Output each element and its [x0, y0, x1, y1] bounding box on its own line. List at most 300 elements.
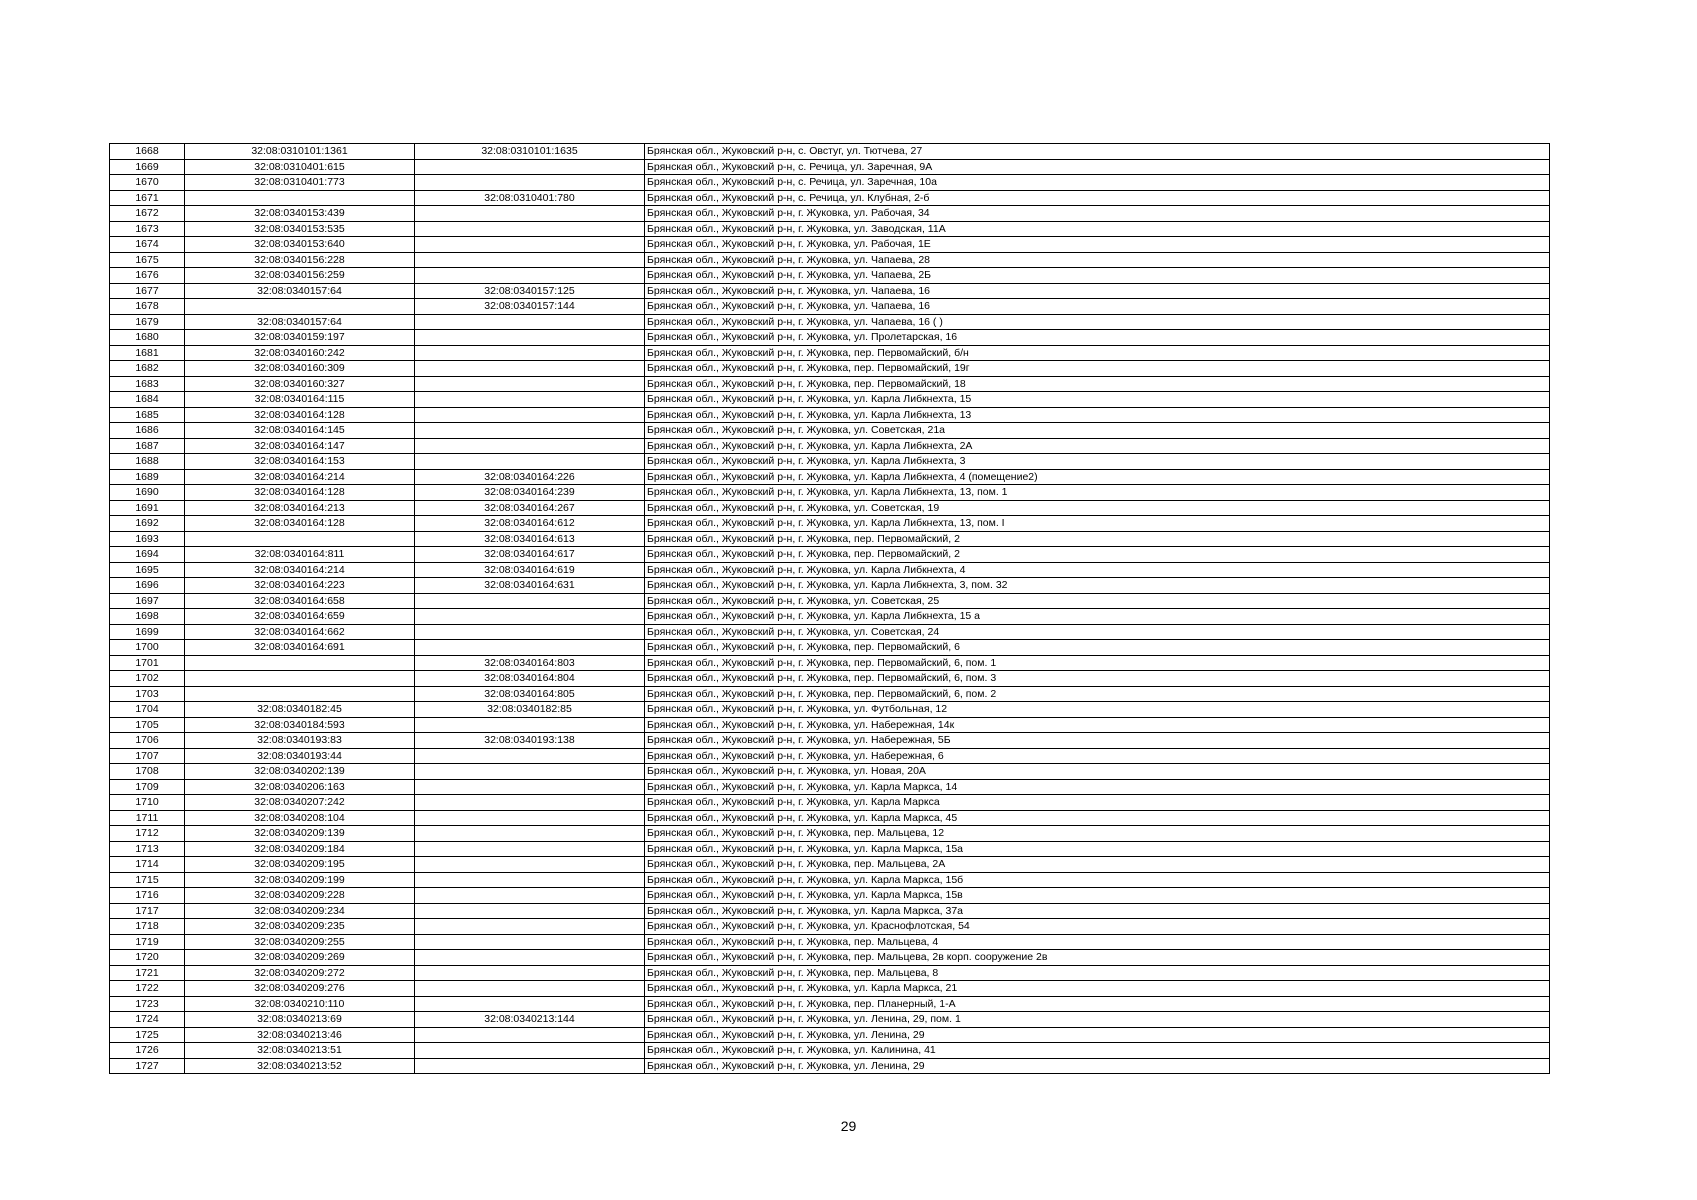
table-row	[110, 1027, 1550, 1043]
row-number-cell: 1668	[110, 144, 185, 160]
row-number-cell: 1675	[110, 252, 185, 268]
cadastral-number-cell: 32:08:0340156:228	[185, 252, 415, 268]
row-number-cell: 1710	[110, 795, 185, 811]
table-row	[110, 903, 1550, 919]
row-number-cell: 1723	[110, 996, 185, 1012]
related-cadastral-number-cell	[415, 175, 645, 191]
cadastral-number-cell: 32:08:0340164:128	[185, 407, 415, 423]
address-cell: Брянская обл., Жуковский р-н, с. Речица, ул. Клубная, 2-б	[645, 190, 1550, 206]
table-row	[110, 717, 1550, 733]
related-cadastral-number-cell	[415, 252, 645, 268]
cadastral-number-cell: 32:08:0340209:139	[185, 826, 415, 842]
related-cadastral-number-cell	[415, 795, 645, 811]
table-row	[110, 872, 1550, 888]
row-number-cell: 1688	[110, 454, 185, 470]
related-cadastral-number-cell	[415, 159, 645, 175]
related-cadastral-number-cell: 32:08:0340157:125	[415, 283, 645, 299]
related-cadastral-number-cell: 32:08:0340164:805	[415, 686, 645, 702]
address-cell: Брянская обл., Жуковский р-н, г. Жуковка, ул. Карла Либкнехта, 4 (помещение2)	[645, 469, 1550, 485]
related-cadastral-number-cell	[415, 376, 645, 392]
cadastral-number-cell	[185, 531, 415, 547]
related-cadastral-number-cell	[415, 888, 645, 904]
related-cadastral-number-cell	[415, 779, 645, 795]
row-number-cell: 1718	[110, 919, 185, 935]
related-cadastral-number-cell	[415, 857, 645, 873]
address-cell: Брянская обл., Жуковский р-н, г. Жуковка, ул. Чапаева, 16	[645, 283, 1550, 299]
page-number: 29	[840, 1118, 857, 1134]
address-cell: Брянская обл., Жуковский р-н, г. Жуковка, пер. Мальцева, 12	[645, 826, 1550, 842]
table-row	[110, 841, 1550, 857]
related-cadastral-number-cell	[415, 392, 645, 408]
table-row	[110, 810, 1550, 826]
address-cell: Брянская обл., Жуковский р-н, г. Жуковка, ул. Ленина, 29	[645, 1058, 1550, 1074]
table-row	[110, 454, 1550, 470]
cadastral-number-cell: 32:08:0340164:115	[185, 392, 415, 408]
row-number-cell: 1709	[110, 779, 185, 795]
table-row	[110, 686, 1550, 702]
cadastral-number-cell: 32:08:0340213:46	[185, 1027, 415, 1043]
table-row	[110, 655, 1550, 671]
table-row	[110, 190, 1550, 206]
table-row	[110, 423, 1550, 439]
related-cadastral-number-cell	[415, 1027, 645, 1043]
address-cell: Брянская обл., Жуковский р-н, г. Жуковка, ул. Карла Либкнехта, 2А	[645, 438, 1550, 454]
row-number-cell: 1694	[110, 547, 185, 563]
table-row	[110, 221, 1550, 237]
table-row	[110, 702, 1550, 718]
address-cell: Брянская обл., Жуковский р-н, г. Жуковка, ул. Карла Либкнехта, 13, пом. 1	[645, 485, 1550, 501]
cadastral-number-cell: 32:08:0340156:259	[185, 268, 415, 284]
table-row	[110, 314, 1550, 330]
table-row	[110, 764, 1550, 780]
cadastral-number-cell: 32:08:0340206:163	[185, 779, 415, 795]
address-cell: Брянская обл., Жуковский р-н, г. Жуковка, ул. Карла Либкнехта, 3, пом. 32	[645, 578, 1550, 594]
address-cell: Брянская обл., Жуковский р-н, с. Речица, ул. Заречная, 10а	[645, 175, 1550, 191]
address-cell: Брянская обл., Жуковский р-н, г. Жуковка, ул. Карла Маркса, 45	[645, 810, 1550, 826]
row-number-cell: 1683	[110, 376, 185, 392]
table-row	[110, 392, 1550, 408]
row-number-cell: 1706	[110, 733, 185, 749]
cadastral-number-cell: 32:08:0340213:52	[185, 1058, 415, 1074]
row-number-cell: 1699	[110, 624, 185, 640]
row-number-cell: 1716	[110, 888, 185, 904]
row-number-cell: 1703	[110, 686, 185, 702]
table-row	[110, 1043, 1550, 1059]
row-number-cell: 1679	[110, 314, 185, 330]
table-row	[110, 407, 1550, 423]
related-cadastral-number-cell	[415, 841, 645, 857]
row-number-cell: 1698	[110, 609, 185, 625]
cadastral-number-cell: 32:08:0340209:235	[185, 919, 415, 935]
row-number-cell: 1702	[110, 671, 185, 687]
table-row	[110, 888, 1550, 904]
row-number-cell: 1677	[110, 283, 185, 299]
related-cadastral-number-cell: 32:08:0340157:144	[415, 299, 645, 315]
related-cadastral-number-cell	[415, 919, 645, 935]
related-cadastral-number-cell	[415, 438, 645, 454]
related-cadastral-number-cell	[415, 810, 645, 826]
related-cadastral-number-cell	[415, 454, 645, 470]
related-cadastral-number-cell	[415, 206, 645, 222]
related-cadastral-number-cell	[415, 221, 645, 237]
row-number-cell: 1713	[110, 841, 185, 857]
registry-table-body	[110, 144, 1550, 1074]
related-cadastral-number-cell: 32:08:0340164:612	[415, 516, 645, 532]
row-number-cell: 1695	[110, 562, 185, 578]
address-cell: Брянская обл., Жуковский р-н, г. Жуковка, ул. Карла Маркса, 21	[645, 981, 1550, 997]
address-cell: Брянская обл., Жуковский р-н, г. Жуковка, ул. Чапаева, 2Б	[645, 268, 1550, 284]
table-row	[110, 965, 1550, 981]
row-number-cell: 1721	[110, 965, 185, 981]
row-number-cell: 1705	[110, 717, 185, 733]
address-cell: Брянская обл., Жуковский р-н, г. Жуковка, ул. Чапаева, 16 ( )	[645, 314, 1550, 330]
table-row	[110, 361, 1550, 377]
cadastral-number-cell: 32:08:0340157:64	[185, 314, 415, 330]
related-cadastral-number-cell	[415, 361, 645, 377]
address-cell: Брянская обл., Жуковский р-н, г. Жуковка, пер. Первомайский, 19г	[645, 361, 1550, 377]
address-cell: Брянская обл., Жуковский р-н, г. Жуковка, ул. Карла Либкнехта, 15 а	[645, 609, 1550, 625]
address-cell: Брянская обл., Жуковский р-н, г. Жуковка, ул. Новая, 20А	[645, 764, 1550, 780]
address-cell: Брянская обл., Жуковский р-н, г. Жуковка, пер. Мальцева, 2в корп. сооружение 2в	[645, 950, 1550, 966]
row-number-cell: 1687	[110, 438, 185, 454]
related-cadastral-number-cell	[415, 1058, 645, 1074]
table-row	[110, 857, 1550, 873]
cadastral-number-cell	[185, 655, 415, 671]
row-number-cell: 1725	[110, 1027, 185, 1043]
cadastral-number-cell: 32:08:0340160:309	[185, 361, 415, 377]
table-row	[110, 485, 1550, 501]
table-row	[110, 562, 1550, 578]
cadastral-number-cell: 32:08:0340164:147	[185, 438, 415, 454]
table-row	[110, 159, 1550, 175]
related-cadastral-number-cell	[415, 1043, 645, 1059]
row-number-cell: 1670	[110, 175, 185, 191]
cadastral-number-cell: 32:08:0340164:213	[185, 500, 415, 516]
cadastral-number-cell: 32:08:0340184:593	[185, 717, 415, 733]
related-cadastral-number-cell: 32:08:0340164:619	[415, 562, 645, 578]
address-cell: Брянская обл., Жуковский р-н, г. Жуковка, ул. Карла Маркса, 14	[645, 779, 1550, 795]
address-cell: Брянская обл., Жуковский р-н, г. Жуковка, ул. Карла Маркса, 15в	[645, 888, 1550, 904]
table-row	[110, 345, 1550, 361]
address-cell: Брянская обл., Жуковский р-н, г. Жуковка, ул. Карла Либкнехта, 13	[645, 407, 1550, 423]
related-cadastral-number-cell: 32:08:0340164:226	[415, 469, 645, 485]
related-cadastral-number-cell: 32:08:0340164:804	[415, 671, 645, 687]
table-row	[110, 252, 1550, 268]
row-number-cell: 1693	[110, 531, 185, 547]
row-number-cell: 1684	[110, 392, 185, 408]
table-row	[110, 593, 1550, 609]
address-cell: Брянская обл., Жуковский р-н, г. Жуковка, ул. Краснофлотская, 54	[645, 919, 1550, 935]
address-cell: Брянская обл., Жуковский р-н, г. Жуковка, ул. Чапаева, 16	[645, 299, 1550, 315]
address-cell: Брянская обл., Жуковский р-н, г. Жуковка, ул. Карла Либкнехта, 15	[645, 392, 1550, 408]
address-cell: Брянская обл., Жуковский р-н, г. Жуковка, пер. Первомайский, 6, пом. 1	[645, 655, 1550, 671]
cadastral-number-cell: 32:08:0310101:1361	[185, 144, 415, 160]
related-cadastral-number-cell	[415, 345, 645, 361]
table-row	[110, 206, 1550, 222]
related-cadastral-number-cell	[415, 981, 645, 997]
cadastral-number-cell: 32:08:0340164:128	[185, 485, 415, 501]
related-cadastral-number-cell	[415, 330, 645, 346]
cadastral-number-cell: 32:08:0340209:234	[185, 903, 415, 919]
address-cell: Брянская обл., Жуковский р-н, г. Жуковка, ул. Карла Либкнехта, 3	[645, 454, 1550, 470]
related-cadastral-number-cell: 32:08:0340193:138	[415, 733, 645, 749]
cadastral-number-cell: 32:08:0340209:269	[185, 950, 415, 966]
related-cadastral-number-cell	[415, 826, 645, 842]
table-row	[110, 624, 1550, 640]
table-row	[110, 748, 1550, 764]
table-row	[110, 733, 1550, 749]
row-number-cell: 1701	[110, 655, 185, 671]
cadastral-number-cell: 32:08:0310401:773	[185, 175, 415, 191]
cadastral-number-cell: 32:08:0340208:104	[185, 810, 415, 826]
address-cell: Брянская обл., Жуковский р-н, г. Жуковка, пер. Первомайский, 6, пом. 2	[645, 686, 1550, 702]
table-row	[110, 516, 1550, 532]
cadastral-number-cell: 32:08:0340164:223	[185, 578, 415, 594]
table-row	[110, 996, 1550, 1012]
row-number-cell: 1691	[110, 500, 185, 516]
cadastral-number-cell: 32:08:0340210:110	[185, 996, 415, 1012]
table-row	[110, 268, 1550, 284]
related-cadastral-number-cell: 32:08:0340164:617	[415, 547, 645, 563]
row-number-cell: 1692	[110, 516, 185, 532]
address-cell: Брянская обл., Жуковский р-н, г. Жуковка, ул. Советская, 25	[645, 593, 1550, 609]
table-row	[110, 934, 1550, 950]
cadastral-number-cell	[185, 686, 415, 702]
row-number-cell: 1722	[110, 981, 185, 997]
address-cell: Брянская обл., Жуковский р-н, г. Жуковка, ул. Набережная, 14к	[645, 717, 1550, 733]
cadastral-number-cell: 32:08:0340202:139	[185, 764, 415, 780]
row-number-cell: 1711	[110, 810, 185, 826]
table-row	[110, 376, 1550, 392]
table-row	[110, 950, 1550, 966]
address-cell: Брянская обл., Жуковский р-н, г. Жуковка, ул. Советская, 24	[645, 624, 1550, 640]
cadastral-number-cell: 32:08:0340182:45	[185, 702, 415, 718]
address-cell: Брянская обл., Жуковский р-н, с. Овстуг, ул. Тютчева, 27	[645, 144, 1550, 160]
address-cell: Брянская обл., Жуковский р-н, г. Жуковка, пер. Первомайский, 6	[645, 640, 1550, 656]
address-cell: Брянская обл., Жуковский р-н, г. Жуковка, пер. Первомайский, 2	[645, 531, 1550, 547]
table-row	[110, 144, 1550, 160]
cadastral-number-cell: 32:08:0340213:69	[185, 1012, 415, 1028]
address-cell: Брянская обл., Жуковский р-н, г. Жуковка, ул. Калинина, 41	[645, 1043, 1550, 1059]
address-cell: Брянская обл., Жуковский р-н, г. Жуковка, пер. Мальцева, 2А	[645, 857, 1550, 873]
related-cadastral-number-cell	[415, 640, 645, 656]
address-cell: Брянская обл., Жуковский р-н, г. Жуковка, ул. Набережная, 5Б	[645, 733, 1550, 749]
row-number-cell: 1669	[110, 159, 185, 175]
address-cell: Брянская обл., Жуковский р-н, г. Жуковка, ул. Советская, 21а	[645, 423, 1550, 439]
row-number-cell: 1690	[110, 485, 185, 501]
address-cell: Брянская обл., Жуковский р-н, г. Жуковка, пер. Планерный, 1-А	[645, 996, 1550, 1012]
cadastral-number-cell: 32:08:0340209:272	[185, 965, 415, 981]
related-cadastral-number-cell	[415, 268, 645, 284]
address-cell: Брянская обл., Жуковский р-н, г. Жуковка, ул. Футбольная, 12	[645, 702, 1550, 718]
row-number-cell: 1714	[110, 857, 185, 873]
row-number-cell: 1696	[110, 578, 185, 594]
related-cadastral-number-cell	[415, 314, 645, 330]
address-cell: Брянская обл., Жуковский р-н, г. Жуковка, ул. Набережная, 6	[645, 748, 1550, 764]
related-cadastral-number-cell	[415, 593, 645, 609]
cadastral-number-cell: 32:08:0340164:662	[185, 624, 415, 640]
address-cell: Брянская обл., Жуковский р-н, г. Жуковка, ул. Карла Либкнехта, 13, пом. I	[645, 516, 1550, 532]
related-cadastral-number-cell	[415, 609, 645, 625]
row-number-cell: 1720	[110, 950, 185, 966]
cadastral-number-cell: 32:08:0340164:659	[185, 609, 415, 625]
related-cadastral-number-cell	[415, 950, 645, 966]
related-cadastral-number-cell	[415, 423, 645, 439]
row-number-cell: 1682	[110, 361, 185, 377]
cadastral-number-cell: 32:08:0340209:199	[185, 872, 415, 888]
cadastral-number-cell: 32:08:0340164:214	[185, 562, 415, 578]
cadastral-number-cell: 32:08:0340193:83	[185, 733, 415, 749]
cadastral-number-cell: 32:08:0340153:640	[185, 237, 415, 253]
cadastral-number-cell: 32:08:0340159:197	[185, 330, 415, 346]
address-cell: Брянская обл., Жуковский р-н, г. Жуковка, ул. Карла Маркса	[645, 795, 1550, 811]
table-row	[110, 826, 1550, 842]
cadastral-number-cell: 32:08:0340164:691	[185, 640, 415, 656]
related-cadastral-number-cell: 32:08:0310101:1635	[415, 144, 645, 160]
row-number-cell: 1727	[110, 1058, 185, 1074]
row-number-cell: 1671	[110, 190, 185, 206]
table-row	[110, 438, 1550, 454]
address-cell: Брянская обл., Жуковский р-н, г. Жуковка, пер. Мальцева, 4	[645, 934, 1550, 950]
cadastral-number-cell: 32:08:0340164:128	[185, 516, 415, 532]
row-number-cell: 1685	[110, 407, 185, 423]
related-cadastral-number-cell	[415, 748, 645, 764]
row-number-cell: 1697	[110, 593, 185, 609]
related-cadastral-number-cell: 32:08:0340164:803	[415, 655, 645, 671]
cadastral-number-cell: 32:08:0340209:195	[185, 857, 415, 873]
cadastral-number-cell: 32:08:0340160:242	[185, 345, 415, 361]
address-cell: Брянская обл., Жуковский р-н, г. Жуковка, ул. Заводская, 11А	[645, 221, 1550, 237]
table-row	[110, 919, 1550, 935]
table-row	[110, 330, 1550, 346]
cadastral-number-cell: 32:08:0340153:439	[185, 206, 415, 222]
cadastral-number-cell: 32:08:0340209:255	[185, 934, 415, 950]
address-cell: Брянская обл., Жуковский р-н, г. Жуковка, ул. Карла Маркса, 15б	[645, 872, 1550, 888]
address-cell: Брянская обл., Жуковский р-н, г. Жуковка, ул. Карла Маркса, 15а	[645, 841, 1550, 857]
related-cadastral-number-cell: 32:08:0340164:267	[415, 500, 645, 516]
table-row	[110, 283, 1550, 299]
related-cadastral-number-cell	[415, 934, 645, 950]
address-cell: Брянская обл., Жуковский р-н, г. Жуковка, ул. Чапаева, 28	[645, 252, 1550, 268]
cadastral-number-cell: 32:08:0340209:276	[185, 981, 415, 997]
cadastral-number-cell: 32:08:0340160:327	[185, 376, 415, 392]
address-cell: Брянская обл., Жуковский р-н, г. Жуковка, ул. Рабочая, 1Е	[645, 237, 1550, 253]
cadastral-number-cell	[185, 671, 415, 687]
cadastral-number-cell: 32:08:0340164:214	[185, 469, 415, 485]
table-row	[110, 299, 1550, 315]
table-row	[110, 795, 1550, 811]
registry-table	[109, 143, 1550, 1074]
cadastral-number-cell: 32:08:0340209:184	[185, 841, 415, 857]
table-row	[110, 500, 1550, 516]
table-row	[110, 469, 1550, 485]
address-cell: Брянская обл., Жуковский р-н, г. Жуковка, пер. Первомайский, б/н	[645, 345, 1550, 361]
related-cadastral-number-cell	[415, 764, 645, 780]
related-cadastral-number-cell	[415, 237, 645, 253]
address-cell: Брянская обл., Жуковский р-н, г. Жуковка, ул. Советская, 19	[645, 500, 1550, 516]
cadastral-number-cell: 32:08:0340209:228	[185, 888, 415, 904]
table-row	[110, 547, 1550, 563]
cadastral-number-cell: 32:08:0310401:615	[185, 159, 415, 175]
row-number-cell: 1676	[110, 268, 185, 284]
row-number-cell: 1719	[110, 934, 185, 950]
row-number-cell: 1717	[110, 903, 185, 919]
row-number-cell: 1672	[110, 206, 185, 222]
related-cadastral-number-cell: 32:08:0340164:631	[415, 578, 645, 594]
address-cell: Брянская обл., Жуковский р-н, г. Жуковка, ул. Пролетарская, 16	[645, 330, 1550, 346]
row-number-cell: 1678	[110, 299, 185, 315]
address-cell: Брянская обл., Жуковский р-н, с. Речица, ул. Заречная, 9А	[645, 159, 1550, 175]
row-number-cell: 1726	[110, 1043, 185, 1059]
cadastral-number-cell: 32:08:0340213:51	[185, 1043, 415, 1059]
cadastral-number-cell: 32:08:0340164:145	[185, 423, 415, 439]
address-cell: Брянская обл., Жуковский р-н, г. Жуковка, ул. Рабочая, 34	[645, 206, 1550, 222]
address-cell: Брянская обл., Жуковский р-н, г. Жуковка, пер. Мальцева, 8	[645, 965, 1550, 981]
table-row	[110, 779, 1550, 795]
address-cell: Брянская обл., Жуковский р-н, г. Жуковка, ул. Ленина, 29	[645, 1027, 1550, 1043]
cadastral-number-cell: 32:08:0340153:535	[185, 221, 415, 237]
address-cell: Брянская обл., Жуковский р-н, г. Жуковка, ул. Карла Маркса, 37а	[645, 903, 1550, 919]
related-cadastral-number-cell	[415, 965, 645, 981]
table-row	[110, 578, 1550, 594]
address-cell: Брянская обл., Жуковский р-н, г. Жуковка, пер. Первомайский, 18	[645, 376, 1550, 392]
related-cadastral-number-cell: 32:08:0340164:239	[415, 485, 645, 501]
related-cadastral-number-cell	[415, 903, 645, 919]
row-number-cell: 1704	[110, 702, 185, 718]
row-number-cell: 1700	[110, 640, 185, 656]
table-row	[110, 175, 1550, 191]
table-row	[110, 1012, 1550, 1028]
row-number-cell: 1681	[110, 345, 185, 361]
row-number-cell: 1712	[110, 826, 185, 842]
related-cadastral-number-cell: 32:08:0340182:85	[415, 702, 645, 718]
row-number-cell: 1689	[110, 469, 185, 485]
related-cadastral-number-cell	[415, 624, 645, 640]
related-cadastral-number-cell: 32:08:0340164:613	[415, 531, 645, 547]
row-number-cell: 1686	[110, 423, 185, 439]
address-cell: Брянская обл., Жуковский р-н, г. Жуковка, ул. Карла Либкнехта, 4	[645, 562, 1550, 578]
cadastral-number-cell: 32:08:0340207:242	[185, 795, 415, 811]
address-cell: Брянская обл., Жуковский р-н, г. Жуковка, пер. Первомайский, 2	[645, 547, 1550, 563]
related-cadastral-number-cell: 32:08:0340213:144	[415, 1012, 645, 1028]
row-number-cell: 1708	[110, 764, 185, 780]
row-number-cell: 1707	[110, 748, 185, 764]
row-number-cell: 1715	[110, 872, 185, 888]
cadastral-number-cell: 32:08:0340157:64	[185, 283, 415, 299]
table-row	[110, 671, 1550, 687]
table-row	[110, 640, 1550, 656]
related-cadastral-number-cell	[415, 407, 645, 423]
cadastral-number-cell	[185, 190, 415, 206]
table-row	[110, 981, 1550, 997]
table-row	[110, 531, 1550, 547]
table-row	[110, 1058, 1550, 1074]
table-row	[110, 237, 1550, 253]
related-cadastral-number-cell	[415, 717, 645, 733]
row-number-cell: 1674	[110, 237, 185, 253]
table-row	[110, 609, 1550, 625]
related-cadastral-number-cell	[415, 996, 645, 1012]
address-cell: Брянская обл., Жуковский р-н, г. Жуковка, пер. Первомайский, 6, пом. 3	[645, 671, 1550, 687]
related-cadastral-number-cell	[415, 872, 645, 888]
cadastral-number-cell: 32:08:0340164:658	[185, 593, 415, 609]
row-number-cell: 1724	[110, 1012, 185, 1028]
row-number-cell: 1673	[110, 221, 185, 237]
row-number-cell: 1680	[110, 330, 185, 346]
cadastral-number-cell: 32:08:0340193:44	[185, 748, 415, 764]
cadastral-number-cell	[185, 299, 415, 315]
address-cell: Брянская обл., Жуковский р-н, г. Жуковка, ул. Ленина, 29, пом. 1	[645, 1012, 1550, 1028]
